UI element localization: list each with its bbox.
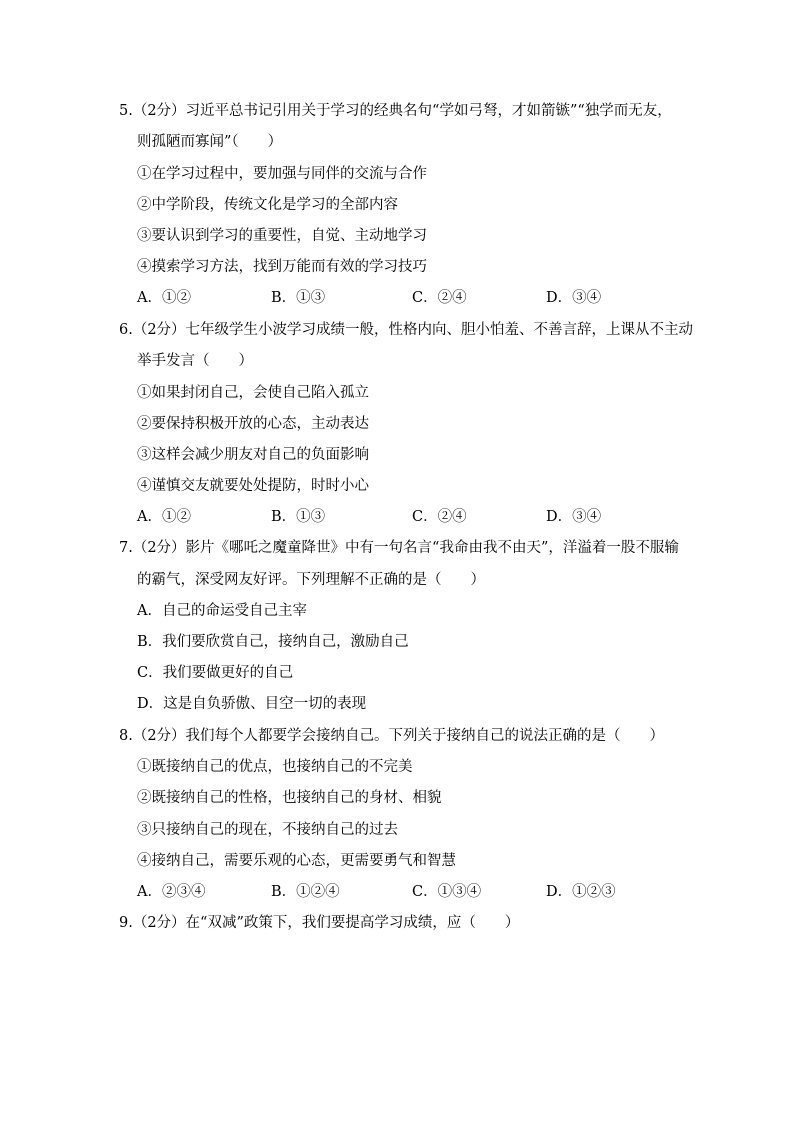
q7-stem-line-1: 7.（2分）影片《哪吒之魔童降世》中有一句名言“我命由我不由天”，洋溢着一股不服输	[119, 540, 679, 556]
q8-statement-4: ④接纳自己，需要乐观的心态，更需要勇气和智慧	[137, 853, 456, 869]
q8-choice-c[interactable]: C．①③④	[412, 884, 482, 900]
q8-stem-line-1: 8.（2分）我们每个人都要学会接纳自己。下列关于接纳自己的说法正确的是（ ）	[119, 728, 665, 744]
q7-option-d[interactable]: D．这是自负骄傲、目空一切的表现	[137, 696, 367, 712]
q8-choice-d[interactable]: D．①②③	[546, 884, 616, 900]
q7-stem-line-2: 的霸气，深受网友好评。下列理解不正确的是（ ）	[137, 572, 485, 588]
q6-choice-b[interactable]: B．①③	[271, 509, 326, 525]
q7-option-b[interactable]: B．我们要欣赏自己，接纳自己，激励自己	[137, 634, 409, 650]
q6-choice-c[interactable]: C．②④	[412, 509, 467, 525]
q8-statement-1: ①既接纳自己的优点，也接纳自己的不完美	[137, 759, 413, 775]
q8-choice-a[interactable]: A．②③④	[137, 884, 206, 900]
q5-statement-2: ②中学阶段，传统文化是学习的全部内容	[137, 197, 398, 213]
q5-statement-1: ①在学习过程中，要加强与同伴的交流与合作	[137, 166, 427, 182]
q5-choice-d[interactable]: D．③④	[546, 290, 602, 306]
q6-stem-line-2: 举手发言（ ）	[137, 353, 253, 369]
q8-statement-2: ②既接纳自己的性格，也接纳自己的身材、相貌	[137, 790, 442, 806]
q6-statement-3: ③这样会减少朋友对自己的负面影响	[137, 447, 369, 463]
q8-statement-3: ③只接纳自己的现在，不接纳自己的过去	[137, 822, 398, 838]
q5-stem-line-1: 5.（2分）习近平总书记引用关于学习的经典名句“学如弓弩，才如箭镞”“独学而无友，	[119, 103, 672, 119]
q7-option-c[interactable]: C．我们要做更好的自己	[137, 665, 294, 681]
q6-statement-2: ②要保持积极开放的心态，主动表达	[137, 416, 369, 432]
q6-statement-4: ④谨慎交友就要处处提防，时时小心	[137, 478, 369, 494]
q6-choice-d[interactable]: D．③④	[546, 509, 602, 525]
q7-option-a[interactable]: A．自己的命运受自己主宰	[137, 603, 307, 619]
q5-choice-b[interactable]: B．①③	[271, 290, 326, 306]
q6-choice-a[interactable]: A．①②	[137, 509, 191, 525]
q9-stem-line-1: 9.（2分）在“双减”政策下，我们要提高学习成绩，应（ ）	[119, 915, 520, 931]
q5-stem-line-2: 则孤陋而寡闻”（ ）	[137, 134, 283, 150]
q6-stem-line-1: 6.（2分）七年级学生小波学习成绩一般，性格内向、胆小怕羞、不善言辞，上课从不主动	[119, 322, 694, 338]
q5-choice-a[interactable]: A．①②	[137, 290, 191, 306]
q5-choice-c[interactable]: C．②④	[412, 290, 467, 306]
q5-statement-4: ④摸索学习方法，找到万能而有效的学习技巧	[137, 259, 427, 275]
q6-statement-1: ①如果封闭自己，会使自己陷入孤立	[137, 385, 369, 401]
q5-statement-3: ③要认识到学习的重要性，自觉、主动地学习	[137, 228, 427, 244]
q8-choice-b[interactable]: B．①②④	[271, 884, 340, 900]
